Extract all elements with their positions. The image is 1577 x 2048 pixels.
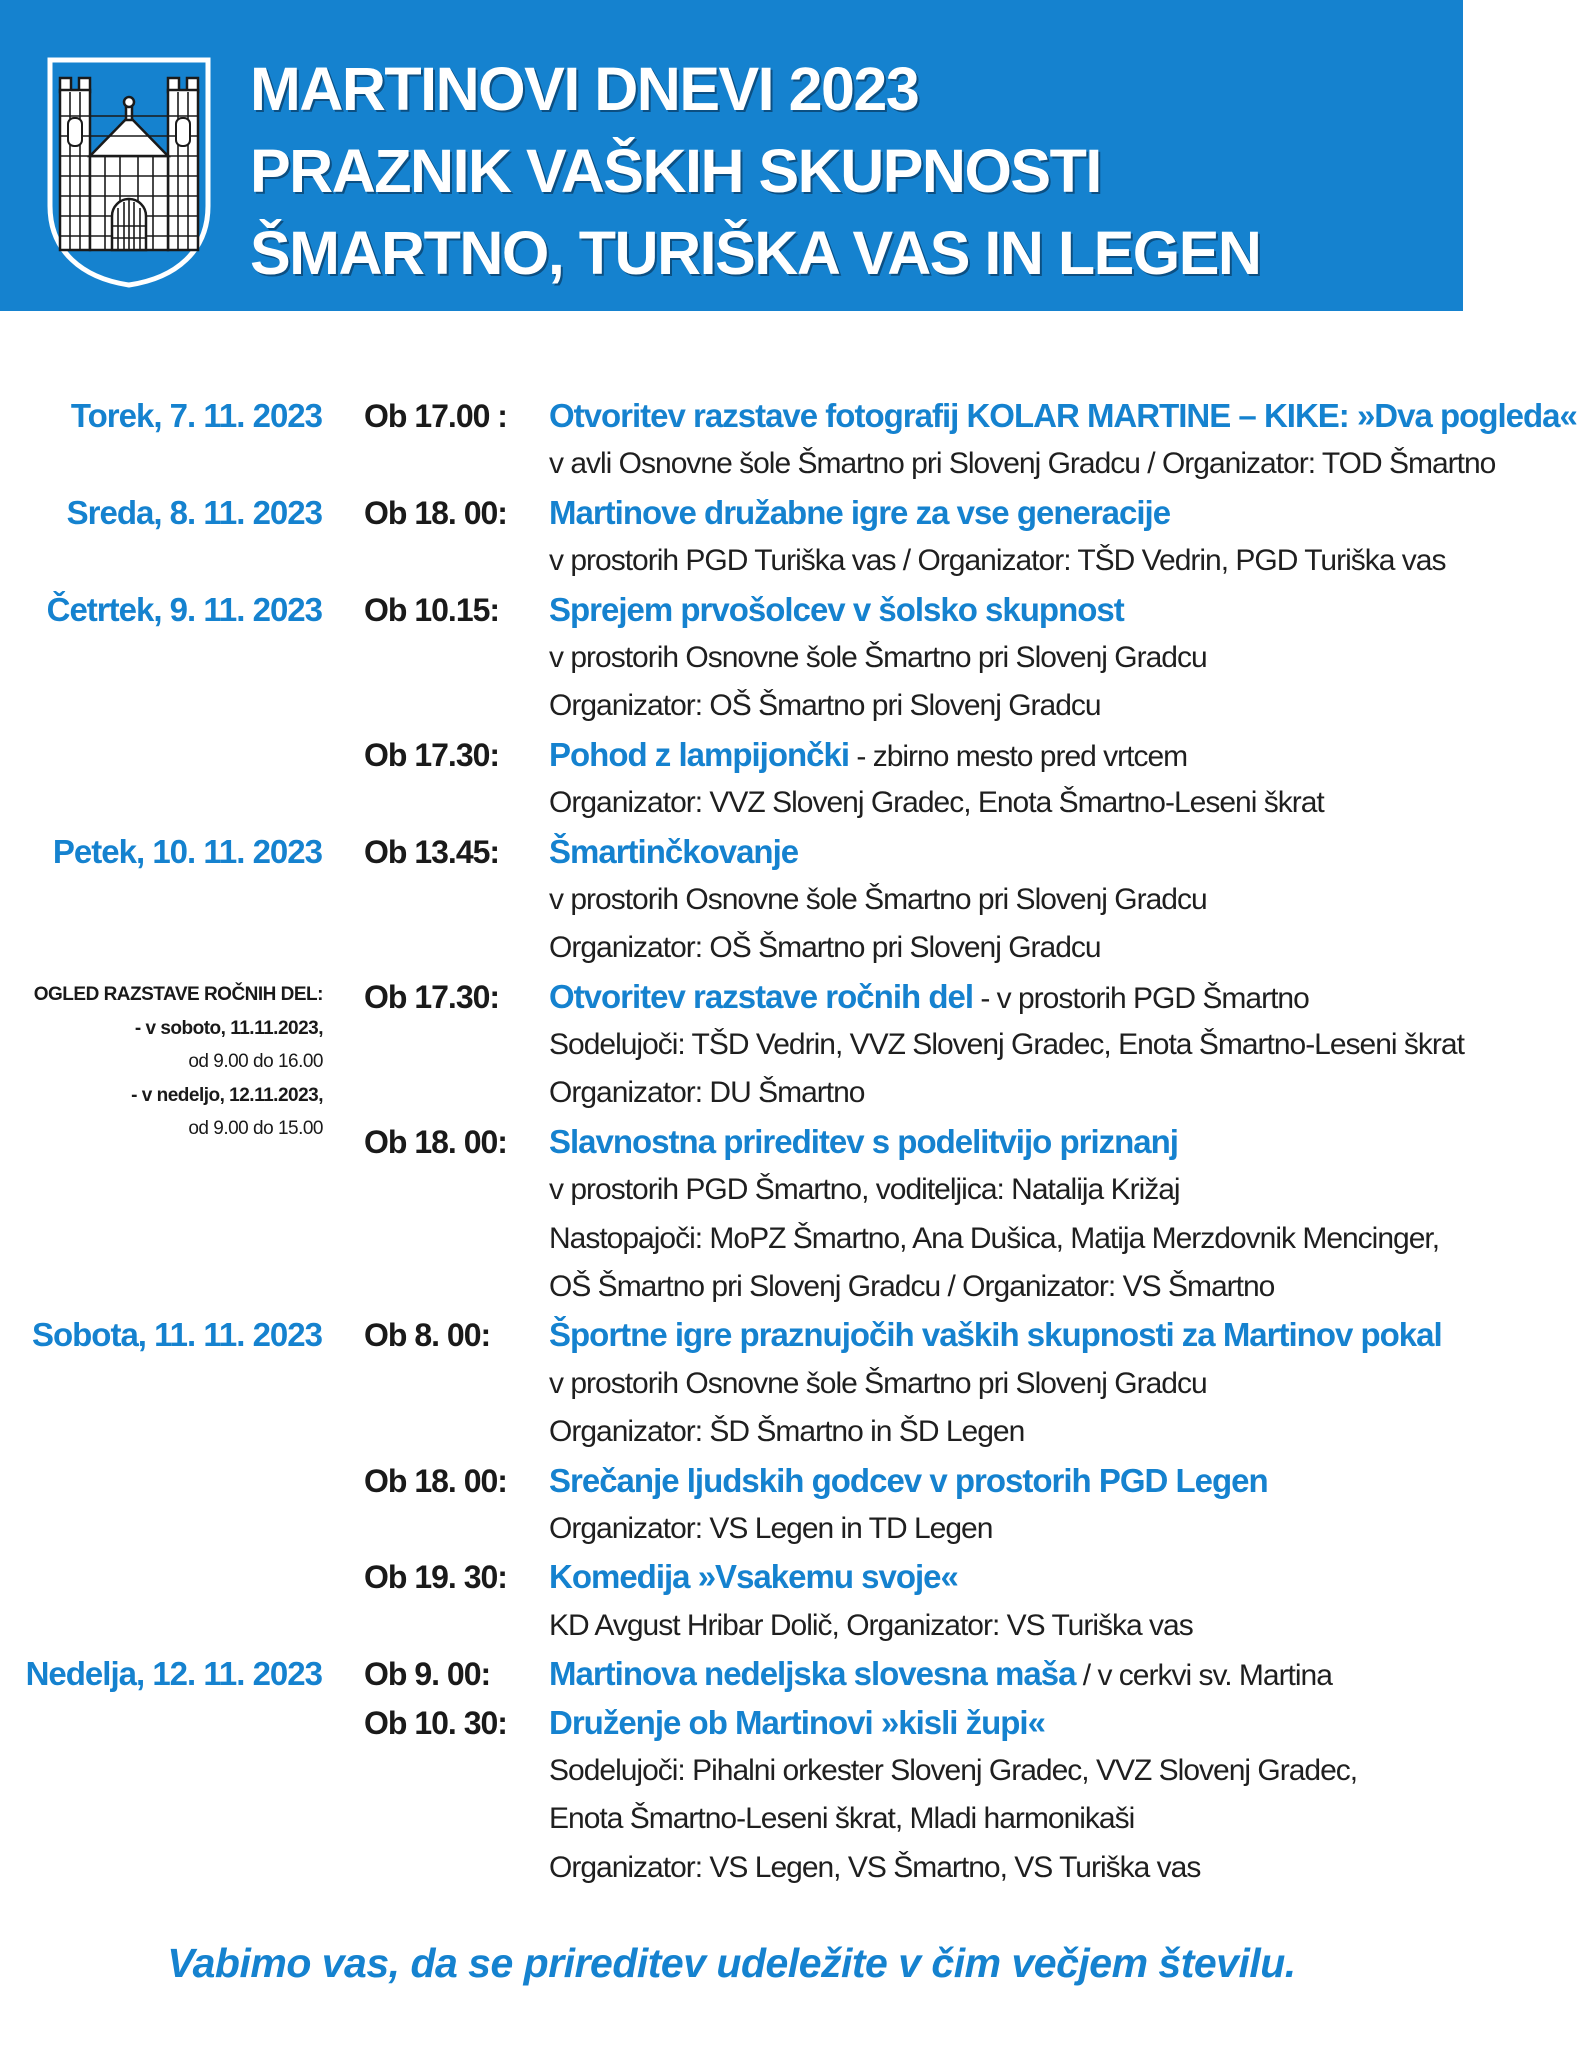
- schedule-row: [0, 1699, 1463, 1747]
- event-date: Petek, 10. 11. 2023: [52, 832, 322, 870]
- event-title: Sprejem prvošolcev v šolsko skupnost: [549, 590, 1124, 628]
- event-detail: Sodelujoči: TŠD Vedrin, VVZ Slovenj Gradec, Enota Šmartno-Leseni škrat: [549, 1028, 1464, 1062]
- schedule-row: [0, 1457, 1463, 1505]
- event-detail: Nastopajoči: MoPZ Šmartno, Ana Dušica, Matija Merzdovnik Mencinger,: [549, 1221, 1440, 1255]
- castle-crest-icon: [46, 56, 212, 288]
- event-text: [549, 876, 1207, 924]
- schedule-row: [0, 1553, 1463, 1601]
- event-text: [549, 1069, 864, 1117]
- event-title: Šmartinčkovanje: [549, 832, 799, 870]
- event-text: [549, 489, 1170, 539]
- event-date: Sobota, 11. 11. 2023: [31, 1316, 322, 1354]
- schedule-row: [0, 779, 1463, 827]
- event-title: Slavnostna prireditev s podelitvijo priznanj: [549, 1122, 1178, 1160]
- event-time: Ob 17.30:: [364, 736, 500, 773]
- event-text: [549, 779, 1324, 827]
- event-text: [549, 1215, 1439, 1263]
- event-date: Torek, 7. 11. 2023: [70, 397, 322, 434]
- schedule-row: [0, 924, 1463, 972]
- event-detail: Organizator: ŠD Šmartno in ŠD Legen: [549, 1415, 1025, 1449]
- event-detail: Organizator: DU Šmartno: [549, 1076, 865, 1110]
- event-time: Ob 8. 00:: [364, 1317, 491, 1354]
- title-line-2: PRAZNIK VAŠKIH SKUPNOSTI: [250, 137, 1101, 205]
- header-banner: [0, 0, 1463, 311]
- event-text: [549, 1021, 1464, 1069]
- event-time: Ob 19. 30:: [364, 1559, 507, 1596]
- event-text: [549, 1699, 1045, 1749]
- schedule-row: [0, 1408, 1463, 1456]
- event-date: Nedelja, 12. 11. 2023: [25, 1655, 322, 1693]
- event-detail: v prostorih PGD Šmartno, voditeljica: Natalija Križaj: [549, 1173, 1180, 1207]
- event-text: [549, 634, 1207, 682]
- schedule-row: [0, 489, 1463, 537]
- schedule-row: [0, 876, 1463, 924]
- event-text: [549, 1602, 1193, 1650]
- schedule-row: [0, 634, 1463, 682]
- schedule-row: [0, 1602, 1463, 1650]
- event-text: [549, 537, 1445, 585]
- title-line-3: ŠMARTNO, TURIŠKA VAS IN LEGEN: [250, 219, 1261, 287]
- schedule-row: [0, 537, 1463, 585]
- schedule-row: [0, 1505, 1463, 1553]
- event-detail: - zbirno mesto pred vrtcem: [849, 739, 1188, 773]
- event-detail: v prostorih PGD Turiška vas / Organizator: TŠD Vedrin, PGD Turiška vas: [549, 544, 1446, 578]
- event-time: Ob 10.15:: [364, 591, 500, 628]
- event-text: [549, 1118, 1178, 1168]
- event-title: Otvoritev razstave fotografij KOLAR MARTINE – KIKE: »Dva pogleda«: [549, 397, 1577, 434]
- event-title: Otvoritev razstave ročnih del: [549, 977, 973, 1015]
- event-text: [549, 586, 1124, 636]
- schedule-row: [0, 1650, 1463, 1698]
- schedule-row: [0, 440, 1496, 488]
- event-detail: v avli Osnovne šole Šmartno pri Slovenj Gradcu / Organizator: TOD Šmartno: [549, 447, 1496, 481]
- event-text: [549, 1263, 1274, 1311]
- title-line-1: MARTINOVI DNEVI 2023: [250, 55, 919, 123]
- event-text: [549, 1553, 958, 1603]
- event-title: Pohod z lampijončki: [549, 735, 850, 773]
- event-text: [549, 1795, 1134, 1843]
- event-time: Ob 13.45:: [364, 833, 500, 870]
- event-time: Ob 18. 00:: [364, 494, 507, 531]
- exhibition-note-line: od 9.00 do 16.00: [188, 1051, 323, 1072]
- schedule-row: [0, 1747, 1463, 1795]
- schedule-row: [0, 392, 1577, 440]
- event-detail: Enota Šmartno-Leseni škrat, Mladi harmonikaši: [549, 1802, 1135, 1836]
- event-date: Sreda, 8. 11. 2023: [66, 493, 322, 531]
- event-title: Športne igre praznujočih vaških skupnosti za Martinov pokal: [549, 1316, 1442, 1354]
- event-text: [549, 440, 1495, 488]
- event-detail: KD Avgust Hribar Dolič, Organizator: VS Turiška vas: [549, 1608, 1193, 1642]
- event-date: Četrtek, 9. 11. 2023: [46, 590, 322, 628]
- event-text: [549, 1311, 1442, 1361]
- event-detail: Organizator: VVZ Slovenj Gradec, Enota Šmartno-Leseni škrat: [549, 786, 1324, 820]
- schedule-row: [0, 586, 1463, 634]
- event-time: Ob 18. 00:: [364, 1123, 507, 1160]
- event-detail: v prostorih Osnovne šole Šmartno pri Slovenj Gradcu: [549, 1366, 1207, 1400]
- schedule-row: [0, 682, 1463, 730]
- schedule-row: [0, 828, 1463, 876]
- event-title: Srečanje ljudskih godcev v prostorih PGD Legen: [549, 1461, 1268, 1499]
- event-detail: v prostorih Osnovne šole Šmartno pri Slovenj Gradcu: [549, 882, 1207, 916]
- event-title: Druženje ob Martinovi »kisli župi«: [549, 1703, 1045, 1741]
- event-text: [549, 1408, 1024, 1456]
- event-text: [549, 1844, 1200, 1892]
- event-detail: / v cerkvi sv. Martina: [1075, 1659, 1332, 1693]
- event-title: Martinova nedeljska slovesna maša: [549, 1655, 1076, 1693]
- schedule-row: [0, 731, 1463, 779]
- event-detail: v prostorih Osnovne šole Šmartno pri Slovenj Gradcu: [549, 640, 1207, 674]
- event-text: [549, 731, 1187, 781]
- event-text: [549, 1505, 992, 1553]
- event-detail: OŠ Šmartno pri Slovenj Gradcu / Organizator: VS Šmartno: [549, 1270, 1275, 1304]
- poster-title: [250, 48, 1260, 294]
- event-detail: - v prostorih PGD Šmartno: [973, 981, 1309, 1015]
- exhibition-note-line: - v nedeljo, 12.11.2023,: [131, 1084, 323, 1106]
- schedule-row: [0, 1263, 1463, 1311]
- schedule-row: [0, 1844, 1463, 1892]
- event-text: [549, 828, 798, 878]
- event-time: Ob 17.30:: [364, 978, 500, 1015]
- event-detail: Sodelujoči: Pihalni orkester Slovenj Gradec, VVZ Slovenj Gradec,: [549, 1753, 1358, 1787]
- event-text: [549, 1166, 1180, 1214]
- event-text: [549, 1747, 1357, 1795]
- event-title: Martinove družabne igre za vse generacije: [549, 493, 1171, 531]
- exhibition-note-line: - v soboto, 11.11.2023,: [134, 1017, 323, 1039]
- event-text: [549, 1650, 1332, 1700]
- event-time: Ob 9. 00:: [364, 1656, 491, 1693]
- schedule-row: [0, 1166, 1463, 1214]
- schedule-row: [0, 1311, 1463, 1359]
- event-detail: Organizator: VS Legen, VS Šmartno, VS Turiška vas: [549, 1850, 1201, 1884]
- event-time: Ob 17.00 :: [364, 398, 507, 434]
- event-text: [549, 392, 1577, 442]
- event-time: Ob 18. 00:: [364, 1462, 507, 1499]
- event-text: [549, 973, 1309, 1023]
- event-title: Komedija »Vsakemu svoje«: [549, 1558, 958, 1596]
- event-text: [549, 682, 1101, 730]
- event-detail: Organizator: OŠ Šmartno pri Slovenj Gradcu: [549, 689, 1101, 723]
- schedule-row: [0, 1795, 1463, 1843]
- schedule-row: [0, 1215, 1463, 1263]
- event-text: [549, 924, 1101, 972]
- event-time: Ob 10. 30:: [364, 1704, 507, 1741]
- schedule-row: [0, 1360, 1463, 1408]
- event-text: [549, 1457, 1268, 1507]
- event-detail: Organizator: OŠ Šmartno pri Slovenj Gradcu: [549, 931, 1101, 965]
- exhibition-note-title: OGLED RAZSTAVE ROČNIH DEL:: [33, 984, 323, 1005]
- exhibition-note: [34, 978, 323, 1146]
- event-text: [549, 1360, 1207, 1408]
- event-detail: Organizator: VS Legen in TD Legen: [549, 1511, 993, 1545]
- exhibition-note-line: od 9.00 do 15.00: [188, 1118, 323, 1139]
- invitation-footer: Vabimo vas, da se prireditev udeležite v čim večjem številu.: [167, 1940, 1296, 1986]
